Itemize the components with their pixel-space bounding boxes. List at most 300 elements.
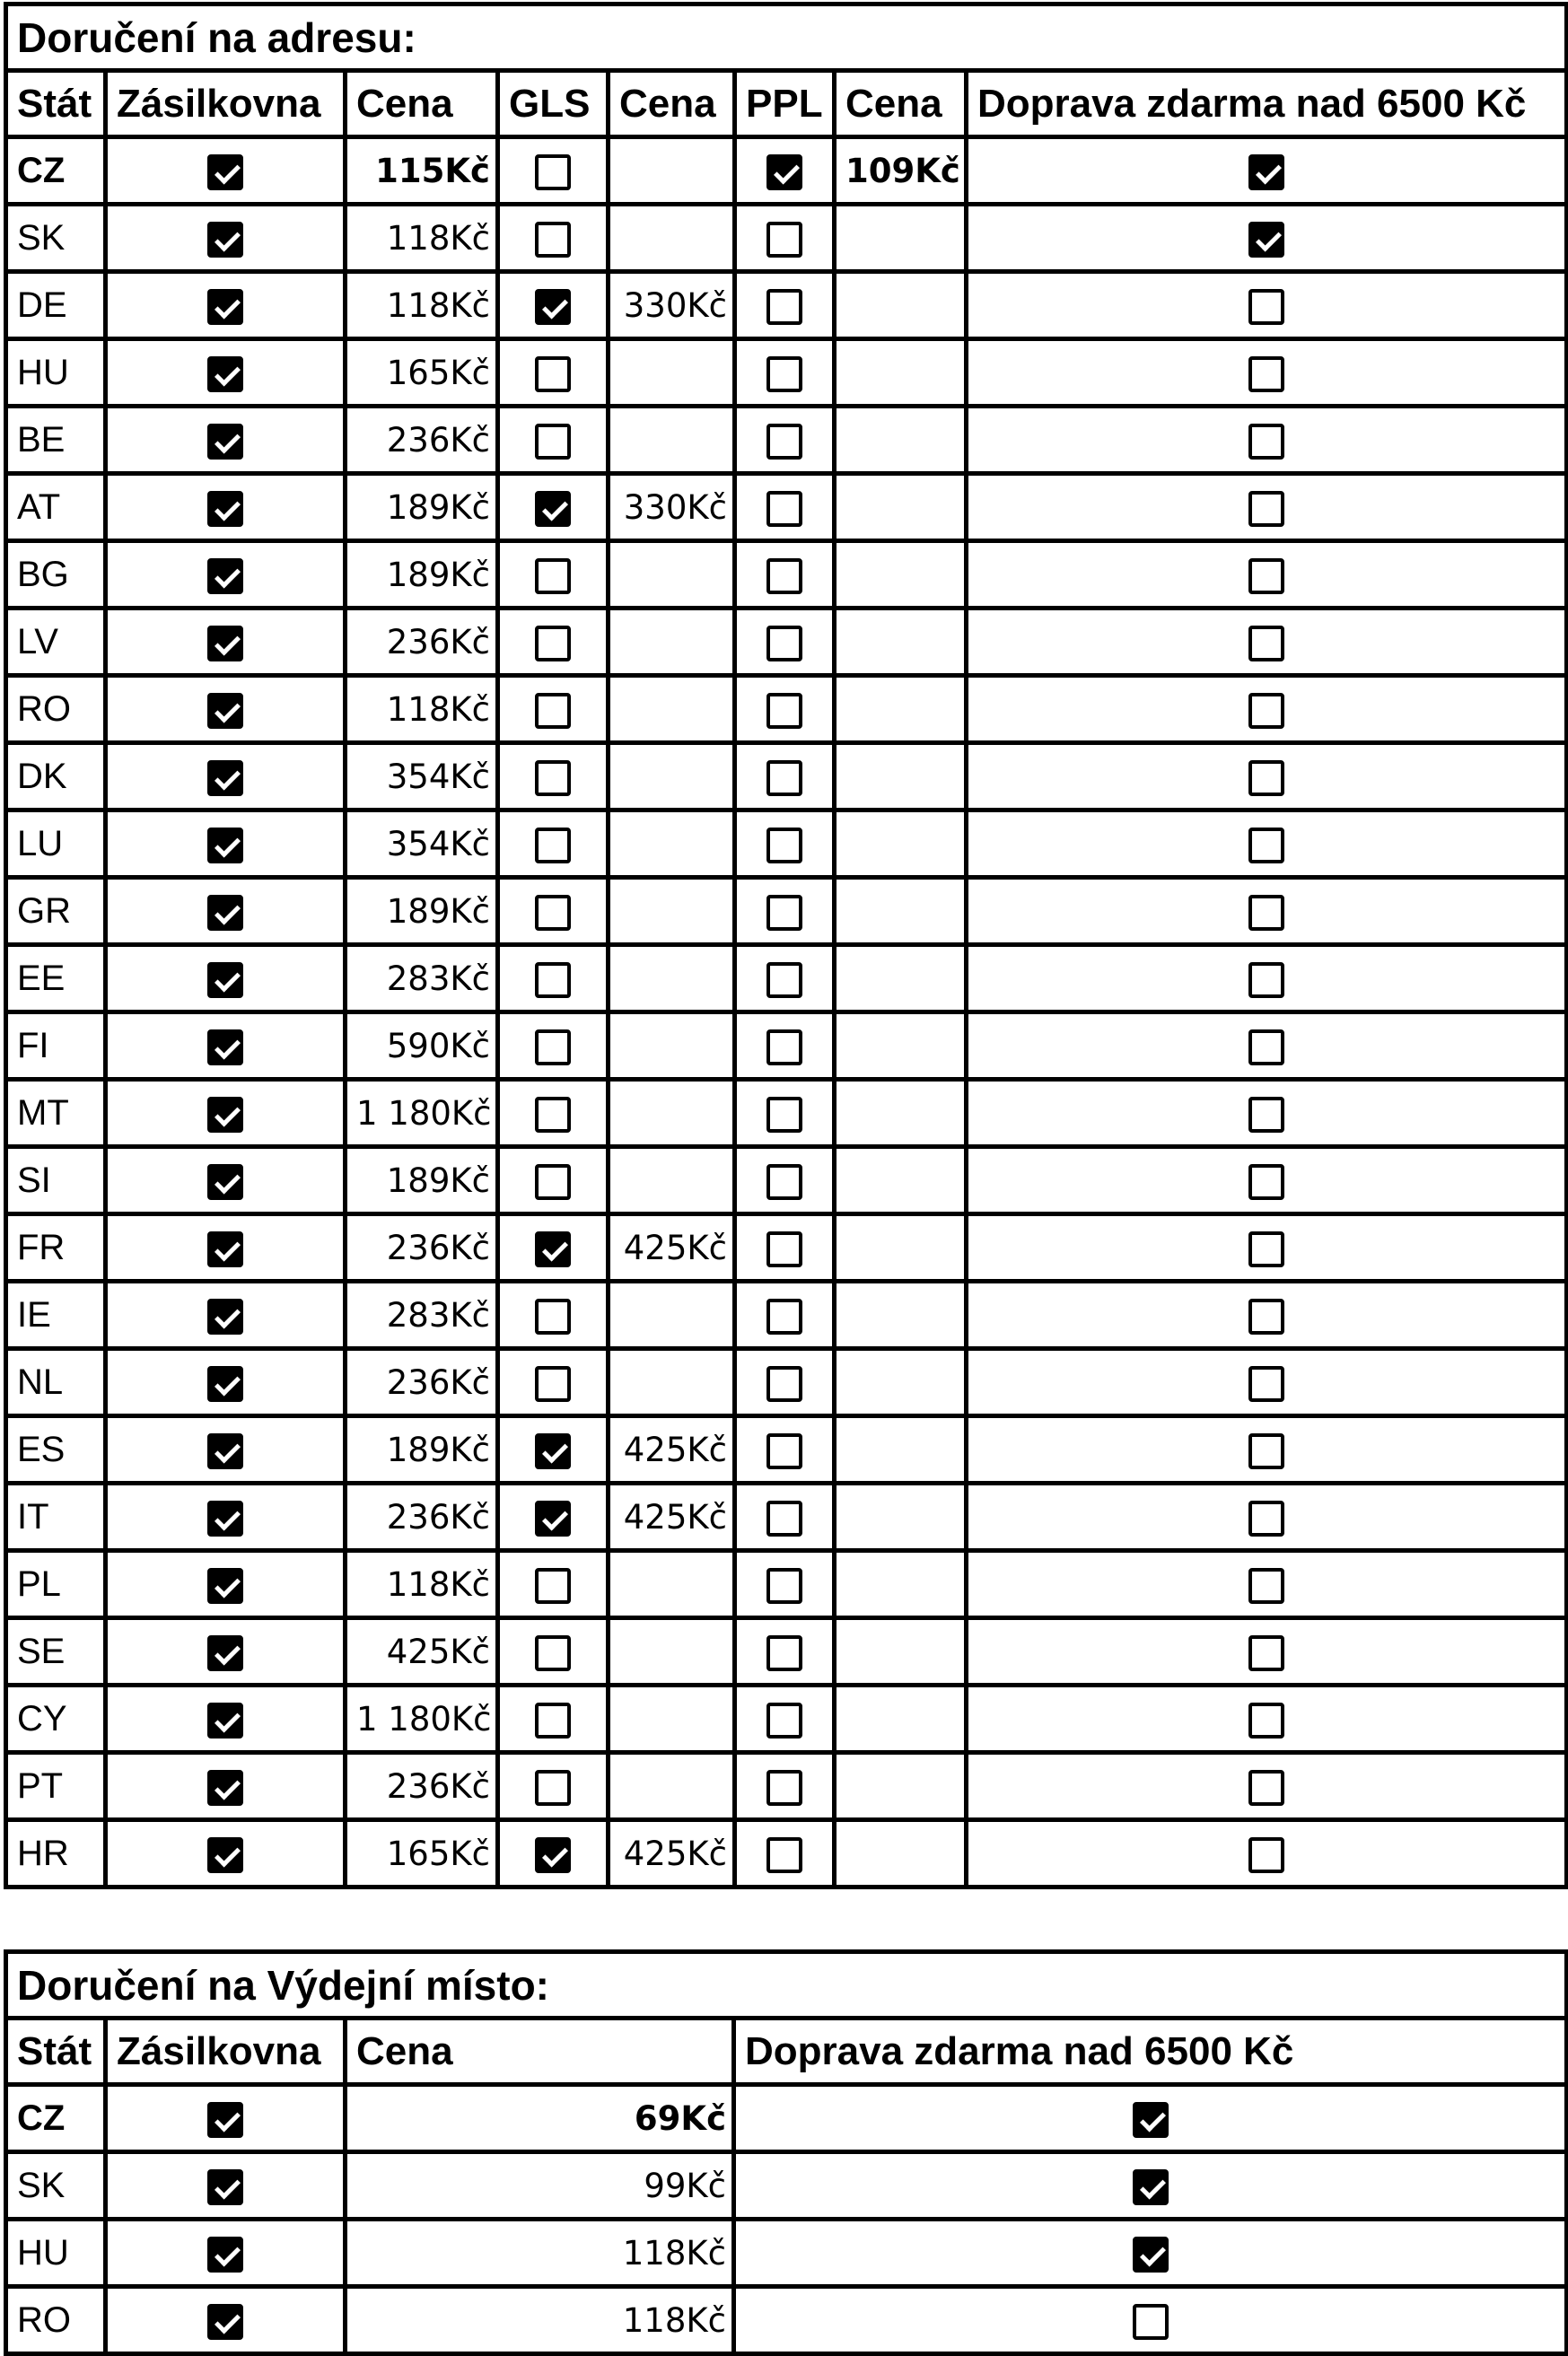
- free-shipping-cell: [967, 1080, 1567, 1147]
- zasilkovna-price: 189Kč: [346, 1416, 498, 1484]
- zasilkovna-price: 118Kč: [346, 676, 498, 743]
- ppl-checkbox-icon[interactable]: [766, 693, 802, 729]
- free-shipping-cell: [967, 137, 1567, 205]
- zasilkovna-checkbox-icon[interactable]: [207, 1164, 243, 1200]
- ppl-checkbox-icon[interactable]: [766, 1501, 802, 1537]
- ppl-price: [835, 1012, 967, 1080]
- table-row: [6, 1012, 1567, 1080]
- gls-price: [609, 137, 735, 205]
- zasilkovna-cell: [106, 339, 346, 407]
- zasilkovna-price: 118Kč: [346, 2287, 734, 2354]
- gls-checkbox-icon[interactable]: [535, 895, 571, 931]
- zasilkovna-cell: [106, 810, 346, 878]
- free-shipping-cell: [967, 1484, 1567, 1551]
- gls-cell: [498, 1753, 609, 1820]
- country-code: CY: [6, 1686, 106, 1753]
- gls-checkbox-icon[interactable]: [535, 1029, 571, 1065]
- country-code: SI: [6, 1147, 106, 1214]
- free-shipping-cell: [967, 339, 1567, 407]
- free-shipping-cell: [734, 2287, 1567, 2354]
- ppl-checkbox-icon[interactable]: [766, 1568, 802, 1604]
- zasilkovna-checkbox-icon[interactable]: [207, 2102, 243, 2138]
- country-code: DE: [6, 272, 106, 339]
- gls-cell: [498, 1214, 609, 1282]
- header-ppl-price: Cena: [835, 71, 967, 137]
- ppl-price: [835, 272, 967, 339]
- zasilkovna-cell: [106, 1484, 346, 1551]
- table-row: [6, 339, 1567, 407]
- free-shipping-checkbox-icon[interactable]: [1133, 2102, 1169, 2138]
- gls-price: [609, 1551, 735, 1618]
- zasilkovna-checkbox-icon[interactable]: [207, 760, 243, 796]
- table-row: [6, 1282, 1567, 1349]
- gls-checkbox-icon[interactable]: [535, 1703, 571, 1739]
- ppl-price: 109Kč: [835, 137, 967, 205]
- table-row: [6, 2220, 1567, 2287]
- free-shipping-checkbox-icon[interactable]: [1248, 222, 1284, 258]
- free-shipping-cell: [967, 1214, 1567, 1282]
- gls-checkbox-icon[interactable]: [535, 356, 571, 392]
- ppl-price: [835, 1214, 967, 1282]
- free-shipping-checkbox-icon[interactable]: [1248, 1299, 1284, 1335]
- free-shipping-cell: [967, 474, 1567, 541]
- ppl-price: [835, 609, 967, 676]
- ppl-price: [835, 541, 967, 609]
- header-price: Cena: [346, 2019, 734, 2085]
- ppl-checkbox-icon[interactable]: [766, 962, 802, 998]
- gls-price: [609, 205, 735, 272]
- gls-cell: [498, 1551, 609, 1618]
- zasilkovna-price: 236Kč: [346, 407, 498, 474]
- gls-cell: [498, 743, 609, 810]
- country-code: GR: [6, 878, 106, 945]
- gls-checkbox-icon[interactable]: [535, 1231, 571, 1267]
- zasilkovna-checkbox-icon[interactable]: [207, 1029, 243, 1065]
- zasilkovna-price: 115Kč: [346, 137, 498, 205]
- zasilkovna-cell: [106, 1080, 346, 1147]
- gls-checkbox-icon[interactable]: [535, 626, 571, 661]
- zasilkovna-checkbox-icon[interactable]: [207, 222, 243, 258]
- ppl-checkbox-icon[interactable]: [766, 1433, 802, 1469]
- zasilkovna-checkbox-icon[interactable]: [207, 154, 243, 190]
- country-code: HR: [6, 1820, 106, 1887]
- zasilkovna-checkbox-icon[interactable]: [207, 895, 243, 931]
- zasilkovna-price: 283Kč: [346, 1282, 498, 1349]
- country-code: BE: [6, 407, 106, 474]
- zasilkovna-checkbox-icon[interactable]: [207, 1097, 243, 1133]
- gls-checkbox-icon[interactable]: [535, 1097, 571, 1133]
- table-row: [6, 2152, 1567, 2220]
- zasilkovna-price: 236Kč: [346, 1349, 498, 1416]
- zasilkovna-checkbox-icon[interactable]: [207, 1433, 243, 1469]
- zasilkovna-checkbox-icon[interactable]: [207, 1770, 243, 1806]
- ppl-cell: [735, 1484, 835, 1551]
- free-shipping-checkbox-icon[interactable]: [1248, 828, 1284, 863]
- country-code: MT: [6, 1080, 106, 1147]
- ppl-price: [835, 1753, 967, 1820]
- zasilkovna-checkbox-icon[interactable]: [207, 828, 243, 863]
- address-delivery-table: [4, 2, 1568, 1889]
- gls-checkbox-icon[interactable]: [535, 558, 571, 594]
- zasilkovna-checkbox-icon[interactable]: [207, 1366, 243, 1402]
- header-price: Cena: [346, 71, 498, 137]
- gls-price: [609, 945, 735, 1012]
- gls-price: [609, 743, 735, 810]
- ppl-checkbox-icon[interactable]: [766, 895, 802, 931]
- ppl-checkbox-icon[interactable]: [766, 1164, 802, 1200]
- zasilkovna-cell: [106, 1820, 346, 1887]
- ppl-checkbox-icon[interactable]: [766, 289, 802, 325]
- ppl-checkbox-icon[interactable]: [766, 1703, 802, 1739]
- free-shipping-checkbox-icon[interactable]: [1248, 1366, 1284, 1402]
- zasilkovna-cell: [106, 541, 346, 609]
- free-shipping-checkbox-icon[interactable]: [1133, 2237, 1169, 2273]
- country-code: RO: [6, 676, 106, 743]
- ppl-price: [835, 676, 967, 743]
- zasilkovna-price: 189Kč: [346, 541, 498, 609]
- ppl-cell: [735, 1214, 835, 1282]
- free-shipping-checkbox-icon[interactable]: [1248, 558, 1284, 594]
- ppl-price: [835, 1282, 967, 1349]
- free-shipping-cell: [967, 1551, 1567, 1618]
- table-row: [6, 1753, 1567, 1820]
- zasilkovna-cell: [106, 2287, 346, 2354]
- free-shipping-checkbox-icon[interactable]: [1248, 895, 1284, 931]
- zasilkovna-price: 165Kč: [346, 339, 498, 407]
- zasilkovna-price: 283Kč: [346, 945, 498, 1012]
- zasilkovna-checkbox-icon[interactable]: [207, 1501, 243, 1537]
- ppl-checkbox-icon[interactable]: [766, 491, 802, 527]
- free-shipping-cell: [967, 1618, 1567, 1686]
- ppl-price: [835, 878, 967, 945]
- ppl-cell: [735, 339, 835, 407]
- zasilkovna-cell: [106, 609, 346, 676]
- ppl-cell: [735, 878, 835, 945]
- free-shipping-cell: [967, 945, 1567, 1012]
- free-shipping-checkbox-icon[interactable]: [1248, 693, 1284, 729]
- zasilkovna-price: 189Kč: [346, 474, 498, 541]
- zasilkovna-checkbox-icon[interactable]: [207, 1299, 243, 1335]
- gls-cell: [498, 1282, 609, 1349]
- gls-cell: [498, 1012, 609, 1080]
- ppl-price: [835, 810, 967, 878]
- gls-checkbox-icon[interactable]: [535, 1635, 571, 1671]
- country-code: LV: [6, 609, 106, 676]
- table-row: [6, 945, 1567, 1012]
- free-shipping-checkbox-icon[interactable]: [1248, 491, 1284, 527]
- ppl-cell: [735, 137, 835, 205]
- free-shipping-checkbox-icon[interactable]: [1248, 1770, 1284, 1806]
- zasilkovna-checkbox-icon[interactable]: [207, 2169, 243, 2205]
- zasilkovna-price: 189Kč: [346, 1147, 498, 1214]
- zasilkovna-checkbox-icon[interactable]: [207, 1231, 243, 1267]
- gls-checkbox-icon[interactable]: [535, 1164, 571, 1200]
- zasilkovna-price: 354Kč: [346, 810, 498, 878]
- free-shipping-cell: [734, 2085, 1567, 2152]
- country-code: IE: [6, 1282, 106, 1349]
- gls-cell: [498, 1820, 609, 1887]
- ppl-cell: [735, 1282, 835, 1349]
- free-shipping-cell: [734, 2152, 1567, 2220]
- free-shipping-checkbox-icon[interactable]: [1133, 2169, 1169, 2205]
- country-code: HU: [6, 339, 106, 407]
- ppl-checkbox-icon[interactable]: [766, 1299, 802, 1335]
- table-row: [6, 1349, 1567, 1416]
- gls-price: [609, 1147, 735, 1214]
- free-shipping-checkbox-icon[interactable]: [1248, 289, 1284, 325]
- ppl-price: [835, 945, 967, 1012]
- zasilkovna-cell: [106, 1551, 346, 1618]
- ppl-cell: [735, 407, 835, 474]
- gls-cell: [498, 1349, 609, 1416]
- table-row: [6, 743, 1567, 810]
- zasilkovna-cell: [106, 743, 346, 810]
- ppl-price: [835, 1618, 967, 1686]
- ppl-checkbox-icon[interactable]: [766, 1635, 802, 1671]
- free-shipping-checkbox-icon[interactable]: [1248, 1703, 1284, 1739]
- gls-cell: [498, 339, 609, 407]
- header-country: Stát: [6, 71, 106, 137]
- gls-cell: [498, 1416, 609, 1484]
- zasilkovna-cell: [106, 272, 346, 339]
- ppl-checkbox-icon[interactable]: [766, 1770, 802, 1806]
- header-gls-price: Cena: [609, 71, 735, 137]
- gls-price: [609, 407, 735, 474]
- free-shipping-cell: [967, 1753, 1567, 1820]
- table-row: [6, 2085, 1567, 2152]
- free-shipping-checkbox-icon[interactable]: [1248, 962, 1284, 998]
- zasilkovna-cell: [106, 1686, 346, 1753]
- ppl-checkbox-icon[interactable]: [766, 828, 802, 863]
- table-row: [6, 541, 1567, 609]
- country-code: RO: [6, 2287, 106, 2354]
- ppl-checkbox-icon[interactable]: [766, 356, 802, 392]
- zasilkovna-cell: [106, 1282, 346, 1349]
- free-shipping-cell: [967, 272, 1567, 339]
- zasilkovna-checkbox-icon[interactable]: [207, 1703, 243, 1739]
- ppl-cell: [735, 205, 835, 272]
- gls-cell: [498, 205, 609, 272]
- country-code: SK: [6, 205, 106, 272]
- free-shipping-cell: [967, 1820, 1567, 1887]
- ppl-checkbox-icon[interactable]: [766, 222, 802, 258]
- country-code: ES: [6, 1416, 106, 1484]
- header-ppl: PPL: [735, 71, 835, 137]
- free-shipping-checkbox-icon[interactable]: [1133, 2304, 1169, 2340]
- ppl-checkbox-icon[interactable]: [766, 1231, 802, 1267]
- gls-price: [609, 1753, 735, 1820]
- table-row: [6, 1416, 1567, 1484]
- address-header-row: [6, 71, 1567, 137]
- free-shipping-cell: [967, 407, 1567, 474]
- free-shipping-checkbox-icon[interactable]: [1248, 1097, 1284, 1133]
- gls-checkbox-icon[interactable]: [535, 962, 571, 998]
- zasilkovna-checkbox-icon[interactable]: [207, 558, 243, 594]
- zasilkovna-price: 69Kč: [346, 2085, 734, 2152]
- gls-price: [609, 1012, 735, 1080]
- header-free-shipping: Doprava zdarma nad 6500 Kč: [967, 71, 1567, 137]
- zasilkovna-price: 118Kč: [346, 272, 498, 339]
- free-shipping-checkbox-icon[interactable]: [1248, 1433, 1284, 1469]
- zasilkovna-checkbox-icon[interactable]: [207, 626, 243, 661]
- zasilkovna-cell: [106, 2220, 346, 2287]
- free-shipping-checkbox-icon[interactable]: [1248, 1501, 1284, 1537]
- address-table-title: Doručení na adresu:: [6, 4, 1567, 71]
- gls-price: [609, 676, 735, 743]
- country-code: HU: [6, 2220, 106, 2287]
- table-row: [6, 1686, 1567, 1753]
- free-shipping-checkbox-icon[interactable]: [1248, 1635, 1284, 1671]
- ppl-price: [835, 339, 967, 407]
- pickup-table-title: Doručení na Výdejní místo:: [6, 1952, 1567, 2019]
- zasilkovna-checkbox-icon[interactable]: [207, 2304, 243, 2340]
- ppl-checkbox-icon[interactable]: [766, 760, 802, 796]
- ppl-price: [835, 1080, 967, 1147]
- ppl-price: [835, 1416, 967, 1484]
- gls-price: 425Kč: [609, 1214, 735, 1282]
- free-shipping-checkbox-icon[interactable]: [1248, 1231, 1284, 1267]
- ppl-cell: [735, 810, 835, 878]
- gls-checkbox-icon[interactable]: [535, 828, 571, 863]
- free-shipping-checkbox-icon[interactable]: [1248, 626, 1284, 661]
- free-shipping-checkbox-icon[interactable]: [1248, 356, 1284, 392]
- gls-checkbox-icon[interactable]: [535, 491, 571, 527]
- gls-checkbox-icon[interactable]: [535, 1837, 571, 1873]
- pickup-delivery-table: [4, 1949, 1568, 2356]
- ppl-cell: [735, 1551, 835, 1618]
- gls-cell: [498, 1686, 609, 1753]
- gls-checkbox-icon[interactable]: [535, 154, 571, 190]
- gls-price: [609, 810, 735, 878]
- ppl-cell: [735, 541, 835, 609]
- country-code: IT: [6, 1484, 106, 1551]
- gls-checkbox-icon[interactable]: [535, 1501, 571, 1537]
- zasilkovna-price: 236Kč: [346, 1753, 498, 1820]
- free-shipping-cell: [967, 1686, 1567, 1753]
- table-row: [6, 1214, 1567, 1282]
- zasilkovna-price: 236Kč: [346, 1214, 498, 1282]
- table-row: [6, 474, 1567, 541]
- ppl-checkbox-icon[interactable]: [766, 1097, 802, 1133]
- zasilkovna-checkbox-icon[interactable]: [207, 1837, 243, 1873]
- ppl-checkbox-icon[interactable]: [766, 558, 802, 594]
- zasilkovna-checkbox-icon[interactable]: [207, 693, 243, 729]
- ppl-cell: [735, 1618, 835, 1686]
- gls-cell: [498, 474, 609, 541]
- country-code: AT: [6, 474, 106, 541]
- free-shipping-checkbox-icon[interactable]: [1248, 1164, 1284, 1200]
- zasilkovna-cell: [106, 205, 346, 272]
- gls-checkbox-icon[interactable]: [535, 1433, 571, 1469]
- gls-price: [609, 609, 735, 676]
- gls-checkbox-icon[interactable]: [535, 1299, 571, 1335]
- zasilkovna-checkbox-icon[interactable]: [207, 1568, 243, 1604]
- zasilkovna-checkbox-icon[interactable]: [207, 962, 243, 998]
- gls-cell: [498, 1618, 609, 1686]
- zasilkovna-checkbox-icon[interactable]: [207, 424, 243, 460]
- zasilkovna-price: 1 180Kč: [346, 1686, 498, 1753]
- zasilkovna-cell: [106, 676, 346, 743]
- table-row: [6, 1820, 1567, 1887]
- gls-checkbox-icon[interactable]: [535, 1568, 571, 1604]
- table-row: [6, 137, 1567, 205]
- gls-price: [609, 339, 735, 407]
- zasilkovna-cell: [106, 1012, 346, 1080]
- ppl-price: [835, 743, 967, 810]
- country-code: DK: [6, 743, 106, 810]
- table-row: [6, 1080, 1567, 1147]
- ppl-checkbox-icon[interactable]: [766, 424, 802, 460]
- free-shipping-checkbox-icon[interactable]: [1248, 1568, 1284, 1604]
- gls-checkbox-icon[interactable]: [535, 289, 571, 325]
- ppl-checkbox-icon[interactable]: [766, 1837, 802, 1873]
- free-shipping-cell: [967, 1282, 1567, 1349]
- ppl-cell: [735, 1012, 835, 1080]
- zasilkovna-cell: [106, 1618, 346, 1686]
- ppl-checkbox-icon[interactable]: [766, 1366, 802, 1402]
- country-code: NL: [6, 1349, 106, 1416]
- gls-checkbox-icon[interactable]: [535, 424, 571, 460]
- free-shipping-checkbox-icon[interactable]: [1248, 1837, 1284, 1873]
- ppl-price: [835, 407, 967, 474]
- ppl-cell: [735, 474, 835, 541]
- gls-checkbox-icon[interactable]: [535, 222, 571, 258]
- zasilkovna-price: 354Kč: [346, 743, 498, 810]
- zasilkovna-checkbox-icon[interactable]: [207, 2237, 243, 2273]
- ppl-price: [835, 1820, 967, 1887]
- gls-checkbox-icon[interactable]: [535, 693, 571, 729]
- gls-checkbox-icon[interactable]: [535, 1366, 571, 1402]
- free-shipping-checkbox-icon[interactable]: [1248, 154, 1284, 190]
- zasilkovna-checkbox-icon[interactable]: [207, 289, 243, 325]
- free-shipping-checkbox-icon[interactable]: [1248, 1029, 1284, 1065]
- ppl-cell: [735, 1753, 835, 1820]
- table-row: [6, 609, 1567, 676]
- gls-cell: [498, 272, 609, 339]
- table-row: [6, 676, 1567, 743]
- gls-cell: [498, 609, 609, 676]
- zasilkovna-checkbox-icon[interactable]: [207, 356, 243, 392]
- gls-checkbox-icon[interactable]: [535, 760, 571, 796]
- gls-price: [609, 1282, 735, 1349]
- gls-cell: [498, 1484, 609, 1551]
- country-code: SK: [6, 2152, 106, 2220]
- ppl-cell: [735, 676, 835, 743]
- gls-price: 330Kč: [609, 474, 735, 541]
- gls-checkbox-icon[interactable]: [535, 1770, 571, 1806]
- free-shipping-cell: [967, 1147, 1567, 1214]
- zasilkovna-checkbox-icon[interactable]: [207, 491, 243, 527]
- table-row: [6, 1551, 1567, 1618]
- ppl-cell: [735, 945, 835, 1012]
- gls-cell: [498, 137, 609, 205]
- free-shipping-cell: [967, 1349, 1567, 1416]
- zasilkovna-checkbox-icon[interactable]: [207, 1635, 243, 1671]
- free-shipping-cell: [967, 541, 1567, 609]
- zasilkovna-price: 189Kč: [346, 878, 498, 945]
- ppl-checkbox-icon[interactable]: [766, 626, 802, 661]
- gls-cell: [498, 1080, 609, 1147]
- free-shipping-checkbox-icon[interactable]: [1248, 424, 1284, 460]
- free-shipping-cell: [967, 1416, 1567, 1484]
- ppl-checkbox-icon[interactable]: [766, 154, 802, 190]
- ppl-checkbox-icon[interactable]: [766, 1029, 802, 1065]
- gls-cell: [498, 878, 609, 945]
- zasilkovna-cell: [106, 474, 346, 541]
- free-shipping-checkbox-icon[interactable]: [1248, 760, 1284, 796]
- ppl-cell: [735, 743, 835, 810]
- gls-cell: [498, 541, 609, 609]
